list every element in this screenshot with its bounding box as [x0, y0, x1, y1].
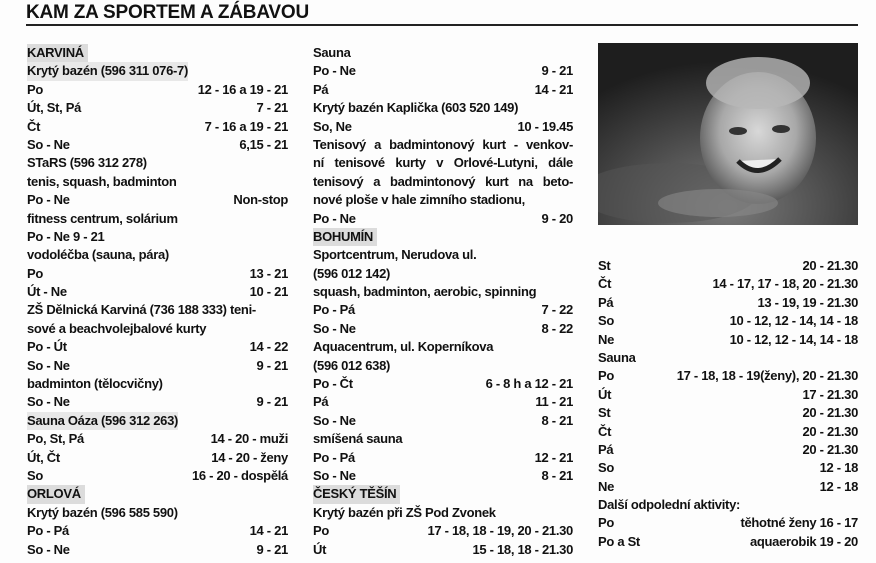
- schedule-row: [313, 283, 573, 301]
- schedule-row: [27, 541, 288, 559]
- row-label: Čt: [598, 423, 612, 439]
- row-hours: 20 - 21.30: [802, 441, 858, 457]
- column-orlova-bohumin-cesky-tesin: [313, 44, 573, 559]
- row-label: Po - Ne: [27, 192, 70, 208]
- row-label: Pá: [598, 294, 614, 310]
- row-label: Sauna Oáza (596 312 263): [27, 412, 178, 430]
- row-label: nové ploše v hale zimního stadionu,: [313, 192, 525, 208]
- row-label: (596 012 638): [313, 357, 391, 373]
- row-label: Po - Út: [27, 339, 67, 355]
- row-hours: 12 - 21: [534, 449, 573, 465]
- row-label: Krytý bazén Kaplička (603 520 149): [313, 100, 519, 116]
- row-hours: 7 - 22: [541, 302, 573, 318]
- schedule-row: [313, 541, 573, 559]
- row-hours: 13 - 21: [249, 265, 288, 281]
- row-label: Po - Pá: [313, 449, 355, 465]
- row-hours: 14 - 22: [249, 339, 288, 355]
- row-label: Aquacentrum, ul. Koperníkova: [313, 339, 494, 355]
- schedule-row: [27, 412, 288, 430]
- schedule-row: [27, 467, 288, 485]
- row-label: Po: [598, 515, 615, 531]
- row-hours: 14 - 17, 17 - 18, 20 - 21.30: [712, 276, 858, 292]
- schedule-row: [313, 375, 573, 393]
- schedule-row: [313, 301, 573, 319]
- row-label: Út: [313, 541, 327, 557]
- schedule-row: [313, 265, 573, 283]
- schedule-row: [598, 312, 858, 330]
- schedule-row: [27, 246, 288, 264]
- schedule-row: [27, 265, 288, 283]
- row-hours: těhotné ženy 16 - 17: [740, 515, 858, 531]
- row-hours: Non-stop: [233, 192, 288, 208]
- row-hours: 14 - 21: [534, 81, 573, 97]
- row-label: Út, Čt: [27, 449, 60, 465]
- schedule-row: [598, 404, 858, 422]
- schedule-row: [27, 81, 288, 99]
- schedule-row: [27, 62, 288, 80]
- row-label: St: [598, 258, 611, 273]
- schedule-row: [313, 136, 573, 154]
- row-label: badminton (tělocvičny): [27, 376, 163, 392]
- row-hours: 6,15 - 21: [239, 136, 288, 152]
- schedule-row: [598, 533, 858, 551]
- row-hours: 15 - 18, 18 - 21.30: [472, 541, 573, 557]
- row-hours: 8 - 22: [541, 320, 573, 336]
- schedule-row: [598, 367, 858, 385]
- row-label: Po: [27, 81, 44, 97]
- schedule-row: [598, 423, 858, 441]
- photo-child-in-water: [598, 43, 858, 225]
- row-hours: 14 - 20 - ženy: [211, 449, 288, 465]
- row-hours: 10 - 12, 12 - 14, 14 - 18: [729, 313, 858, 329]
- schedule-row: [313, 357, 573, 375]
- schedule-row: [27, 210, 288, 228]
- row-label: So - Ne: [313, 320, 356, 336]
- row-hours: 17 - 18, 18 - 19(ženy), 20 - 21.30: [676, 368, 858, 384]
- row-hours: 20 - 21.30: [802, 423, 858, 439]
- schedule-row: [313, 504, 573, 522]
- schedule-row: [27, 283, 288, 301]
- schedule-row: [313, 173, 573, 191]
- schedule-row: [27, 357, 288, 375]
- row-hours: 9 - 21: [256, 541, 288, 557]
- row-label: STaRS (596 312 278): [27, 155, 147, 171]
- row-label: Sportcentrum, Nerudova ul.: [313, 247, 477, 263]
- row-hours: 14 - 21: [249, 523, 288, 539]
- row-label: Po - Čt: [313, 376, 353, 392]
- row-label: So - Ne: [27, 136, 70, 152]
- schedule-row: [313, 393, 573, 411]
- row-hours: 17 - 18, 18 - 19, 20 - 21.30: [427, 523, 573, 539]
- row-hours: 14 - 20 - muži: [210, 431, 288, 447]
- column-cesky-tesin-continued: [598, 257, 858, 551]
- row-label: Út - Ne: [27, 284, 67, 300]
- row-hours: 12 - 18: [819, 460, 858, 476]
- row-label: ní tenisové kurty v Orlové-Lutyni, dále: [313, 155, 573, 171]
- schedule-row: [27, 449, 288, 467]
- row-label: Krytý bazén (596 585 590): [27, 504, 178, 520]
- row-hours: 20 - 21.30: [802, 405, 858, 421]
- schedule-row: [27, 173, 288, 191]
- schedule-row: [313, 320, 573, 338]
- row-hours: 9 - 21: [256, 394, 288, 410]
- row-hours: 9 - 20: [541, 210, 573, 226]
- schedule-row: [598, 386, 858, 404]
- row-label: vodoléčba (sauna, pára): [27, 247, 169, 263]
- schedule-row: [598, 331, 858, 349]
- row-label: sové a beachvolejbalové kurty: [27, 320, 207, 336]
- row-label: Tenisový a badmintonový kurt - venkov-: [313, 136, 573, 152]
- row-label: Po - Ne 9 - 21: [27, 228, 105, 244]
- row-label: Po - Pá: [27, 523, 69, 539]
- row-label: So - Ne: [27, 394, 70, 410]
- row-label: So: [27, 467, 44, 483]
- schedule-row: [313, 210, 573, 228]
- row-label: So - Ne: [27, 357, 70, 373]
- row-hours: 16 - 20 - dospělá: [191, 467, 288, 483]
- row-label: fitness centrum, solárium: [27, 210, 178, 226]
- page-title: KAM ZA SPORTEM A ZÁBAVOU: [26, 2, 310, 23]
- row-label: Pá: [313, 81, 329, 97]
- row-label: So, Ne: [313, 118, 352, 134]
- title-rule: [26, 24, 858, 26]
- section-heading: [27, 485, 288, 503]
- row-label: Pá: [598, 441, 614, 457]
- schedule-row: [598, 496, 858, 514]
- row-hours: 13 - 19, 19 - 21.30: [757, 294, 858, 310]
- row-hours: 9 - 21: [541, 63, 573, 79]
- row-label: St: [598, 405, 611, 421]
- schedule-row: [313, 246, 573, 264]
- row-hours: 7 - 16 a 19 - 21: [204, 118, 288, 134]
- row-label: tenisový a badmintonový kurt na beto-: [313, 173, 573, 189]
- row-label: So - Ne: [313, 412, 356, 428]
- row-hours: 8 - 21: [541, 412, 573, 428]
- row-label: Sauna: [598, 349, 636, 365]
- schedule-row: [27, 118, 288, 136]
- row-label: Čt: [27, 118, 41, 134]
- row-hours: 10 - 19.45: [517, 118, 573, 134]
- schedule-row: [598, 294, 858, 312]
- child-photo-illustration: [598, 43, 858, 225]
- row-label: (596 012 142): [313, 265, 391, 281]
- row-label: Po: [313, 523, 330, 539]
- row-label: tenis, squash, badminton: [27, 173, 177, 189]
- row-hours: aquaerobik 19 - 20: [749, 533, 858, 549]
- schedule-row: [313, 154, 573, 172]
- row-label: Ne: [598, 478, 615, 494]
- row-label: Krytý bazén (596 311 076-7): [27, 62, 188, 80]
- schedule-row: [27, 99, 288, 117]
- column-karvina-orlova: [27, 44, 288, 559]
- schedule-row: [313, 522, 573, 540]
- row-hours: 11 - 21: [535, 394, 573, 410]
- section-heading: [313, 485, 573, 503]
- row-label: Sauna: [313, 45, 351, 60]
- schedule-row: [27, 136, 288, 154]
- row-label: ČESKÝ TĚŠÍN: [313, 485, 400, 503]
- schedule-row: [313, 449, 573, 467]
- row-label: KARVINÁ: [27, 44, 88, 62]
- schedule-row: [27, 522, 288, 540]
- schedule-row: [27, 301, 288, 319]
- row-label: Po - Pá: [313, 302, 355, 318]
- row-label: Ne: [598, 331, 615, 347]
- row-label: So: [598, 460, 615, 476]
- schedule-row: [313, 99, 573, 117]
- row-label: Po - Ne: [313, 210, 356, 226]
- row-hours: 20 - 21.30: [802, 258, 858, 273]
- schedule-row: [27, 338, 288, 356]
- row-label: smíšená sauna: [313, 431, 403, 447]
- schedule-row: [313, 430, 573, 448]
- schedule-row: [598, 257, 858, 275]
- row-hours: 17 - 21.30: [802, 386, 858, 402]
- schedule-row: [313, 467, 573, 485]
- row-hours: 8 - 21: [541, 467, 573, 483]
- row-label: Út: [598, 386, 612, 402]
- row-hours: 10 - 12, 12 - 14, 14 - 18: [729, 331, 858, 347]
- row-label: Út, St, Pá: [27, 100, 82, 116]
- schedule-row: [598, 441, 858, 459]
- row-label: ORLOVÁ: [27, 485, 85, 503]
- row-hours: 6 - 8 h a 12 - 21: [485, 376, 573, 392]
- row-hours: 10 - 21: [249, 284, 288, 300]
- row-label: Po: [598, 368, 615, 384]
- schedule-row: [598, 349, 858, 367]
- schedule-row: [27, 430, 288, 448]
- schedule-row: [27, 320, 288, 338]
- row-hours: 7 - 21: [256, 100, 288, 116]
- row-label: Čt: [598, 276, 612, 292]
- schedule-row: [313, 412, 573, 430]
- section-heading: [313, 228, 573, 246]
- schedule-row: [27, 504, 288, 522]
- schedule-row: [313, 338, 573, 356]
- row-hours: 12 - 18: [819, 478, 858, 494]
- schedule-row: [313, 191, 573, 209]
- schedule-row: [27, 228, 288, 246]
- row-label: BOHUMÍN: [313, 228, 377, 246]
- row-label: So - Ne: [313, 467, 356, 483]
- row-label: Po: [27, 265, 44, 281]
- section-heading: [27, 44, 288, 62]
- row-label: ZŠ Dělnická Karviná (736 188 333) teni-: [27, 302, 256, 318]
- schedule-row: [313, 118, 573, 136]
- schedule-row: [598, 459, 858, 477]
- row-label: Po - Ne: [313, 63, 356, 79]
- row-hours: 12 - 16 a 19 - 21: [197, 81, 288, 97]
- schedule-row: [313, 62, 573, 80]
- row-label: squash, badminton, aerobic, spinning: [313, 284, 537, 300]
- schedule-row: [27, 393, 288, 411]
- row-label: Pá: [313, 394, 329, 410]
- schedule-row: [598, 275, 858, 293]
- schedule-row: [598, 514, 858, 532]
- schedule-row: [27, 154, 288, 172]
- schedule-row: [313, 44, 573, 62]
- schedule-row: [27, 375, 288, 393]
- row-label: Po, St, Pá: [27, 431, 84, 447]
- row-label: Další odpolední aktivity:: [598, 497, 741, 513]
- row-label: Po a St: [598, 533, 640, 549]
- schedule-row: [27, 191, 288, 209]
- schedule-row: [313, 81, 573, 99]
- schedule-row: [598, 478, 858, 496]
- row-label: Krytý bazén při ZŠ Pod Zvonek: [313, 504, 496, 520]
- row-label: So: [598, 313, 615, 329]
- row-label: So - Ne: [27, 541, 70, 557]
- row-hours: 9 - 21: [256, 357, 288, 373]
